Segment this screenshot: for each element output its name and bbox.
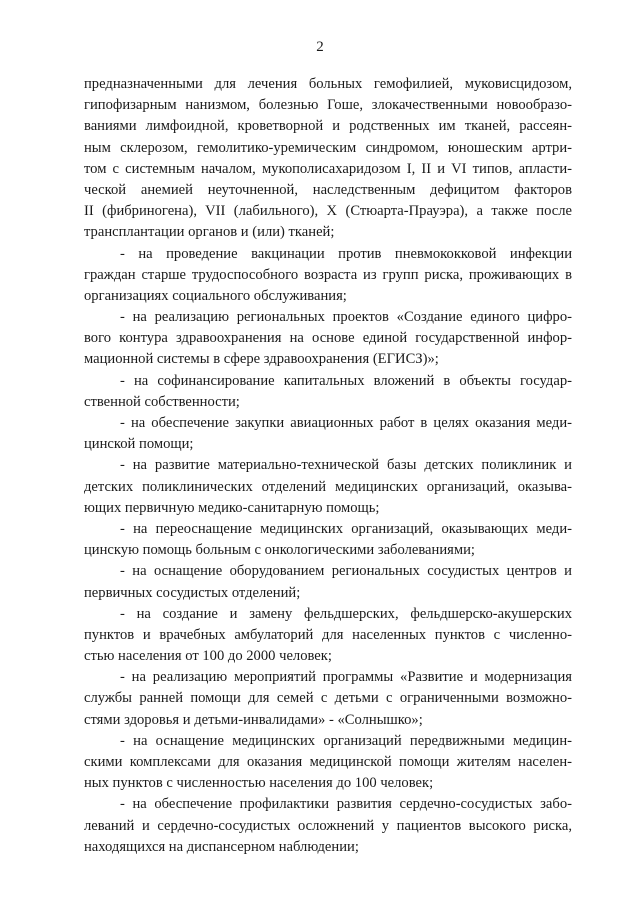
text-line: ным склерозом, гемолитико-уремическим синдромом, юношеским артри- bbox=[84, 139, 572, 156]
text-line: мационной системы в сфере здравоохранения (ЕГИСЗ)»; bbox=[84, 351, 439, 368]
text-line: ческой анемией неуточненной, наследственным дефицитом факторов bbox=[84, 181, 572, 198]
text-line: граждан старше трудоспособного возраста из групп риска, проживающих в bbox=[84, 266, 572, 283]
paragraph bbox=[84, 794, 572, 858]
text-line: - на обеспечение профилактики развития сердечно-сосудистых забо- bbox=[120, 796, 572, 813]
text-line: предназначенными для лечения больных гемофилией, муковисцидозом, bbox=[84, 76, 572, 92]
paragraph bbox=[84, 307, 572, 371]
paragraph bbox=[84, 455, 572, 519]
text-line: - на обеспечение закупки авиационных работ в целях оказания меди- bbox=[120, 415, 572, 431]
text-line: - на софинансирование капитальных вложений в объекты государ- bbox=[120, 372, 572, 389]
text-line: организациях социального обслуживания; bbox=[84, 287, 347, 304]
page-number: 2 bbox=[316, 39, 324, 55]
paragraph bbox=[84, 731, 572, 795]
text-line: - на реализацию региональных проектов «Создание единого цифро- bbox=[120, 309, 572, 326]
text-line: - на создание и замену фельдшерских, фельдшерско-акушерских bbox=[120, 605, 572, 622]
text-line: первичных сосудистых отделений; bbox=[84, 584, 301, 601]
text-line: ющих первичную медико-санитарную помощь; bbox=[84, 499, 380, 516]
text-line: пунктов и врачебных амбулаторий для населенных пунктов с численно- bbox=[84, 626, 572, 643]
paragraph bbox=[84, 519, 572, 561]
text-line: детских поликлинических отделений медицинских организаций, оказыва- bbox=[84, 478, 572, 495]
text-line: цинской помощи; bbox=[84, 436, 194, 453]
text-line: гипофизарным нанизмом, болезнью Гоше, злокачественными новообразо- bbox=[84, 97, 572, 114]
text-line: II (фибриногена), VII (лабильного), X (Стюарта-Прауэра), а также после bbox=[84, 203, 572, 220]
paragraph bbox=[84, 74, 572, 244]
text-line: - на реализацию мероприятий программы «Развитие и модернизация bbox=[120, 669, 572, 686]
text-line: трансплантации органов и (или) тканей; bbox=[84, 224, 335, 241]
text-line: - на переоснащение медицинских организаций, оказывающих меди- bbox=[120, 520, 572, 537]
text-line: - на развитие материально-технической базы детских поликлиник и bbox=[120, 457, 572, 474]
paragraph bbox=[84, 667, 572, 731]
text-line: вого контура здравоохранения на основе единой государственной инфор- bbox=[84, 330, 572, 347]
paragraph bbox=[84, 604, 572, 668]
text-line: том с системным началом, мукополисахаридозом I, II и VI типов, апласти- bbox=[84, 160, 572, 177]
text-line: цинскую помощь больным с онкологическими заболеваниями; bbox=[84, 542, 475, 559]
text-line: ваниями лимфоидной, кроветворной и родственных им тканей, рассеян- bbox=[84, 118, 572, 135]
text-line: ственной собственности; bbox=[84, 393, 240, 410]
text-line: стями здоровья и детьми-инвалидами» - «Солнышко»; bbox=[84, 711, 423, 728]
paragraph bbox=[84, 244, 572, 308]
paragraph bbox=[84, 413, 572, 455]
text-line: - на оснащение оборудованием региональных сосудистых центров и bbox=[120, 563, 572, 580]
paragraph bbox=[84, 561, 572, 603]
text-line: скими комплексами для оказания медицинской помощи жителям населен- bbox=[84, 754, 572, 770]
text-line: стью населения от 100 до 2000 человек; bbox=[84, 648, 332, 665]
text-line: находящихся на диспансерном наблюдении; bbox=[84, 838, 359, 855]
document-body bbox=[84, 74, 572, 858]
text-line: службы ранней помощи для семей с детьми с ограниченными возможно- bbox=[84, 690, 572, 707]
text-line: леваний и сердечно-сосудистых осложнений у пациентов высокого риска, bbox=[84, 817, 572, 834]
text-line: - на проведение вакцинации против пневмококковой инфекции bbox=[120, 245, 572, 262]
text-line: - на оснащение медицинских организаций передвижными медицин- bbox=[120, 732, 572, 749]
text-line: ных пунктов с численностью населения до 100 человек; bbox=[84, 775, 434, 792]
paragraph bbox=[84, 371, 572, 413]
